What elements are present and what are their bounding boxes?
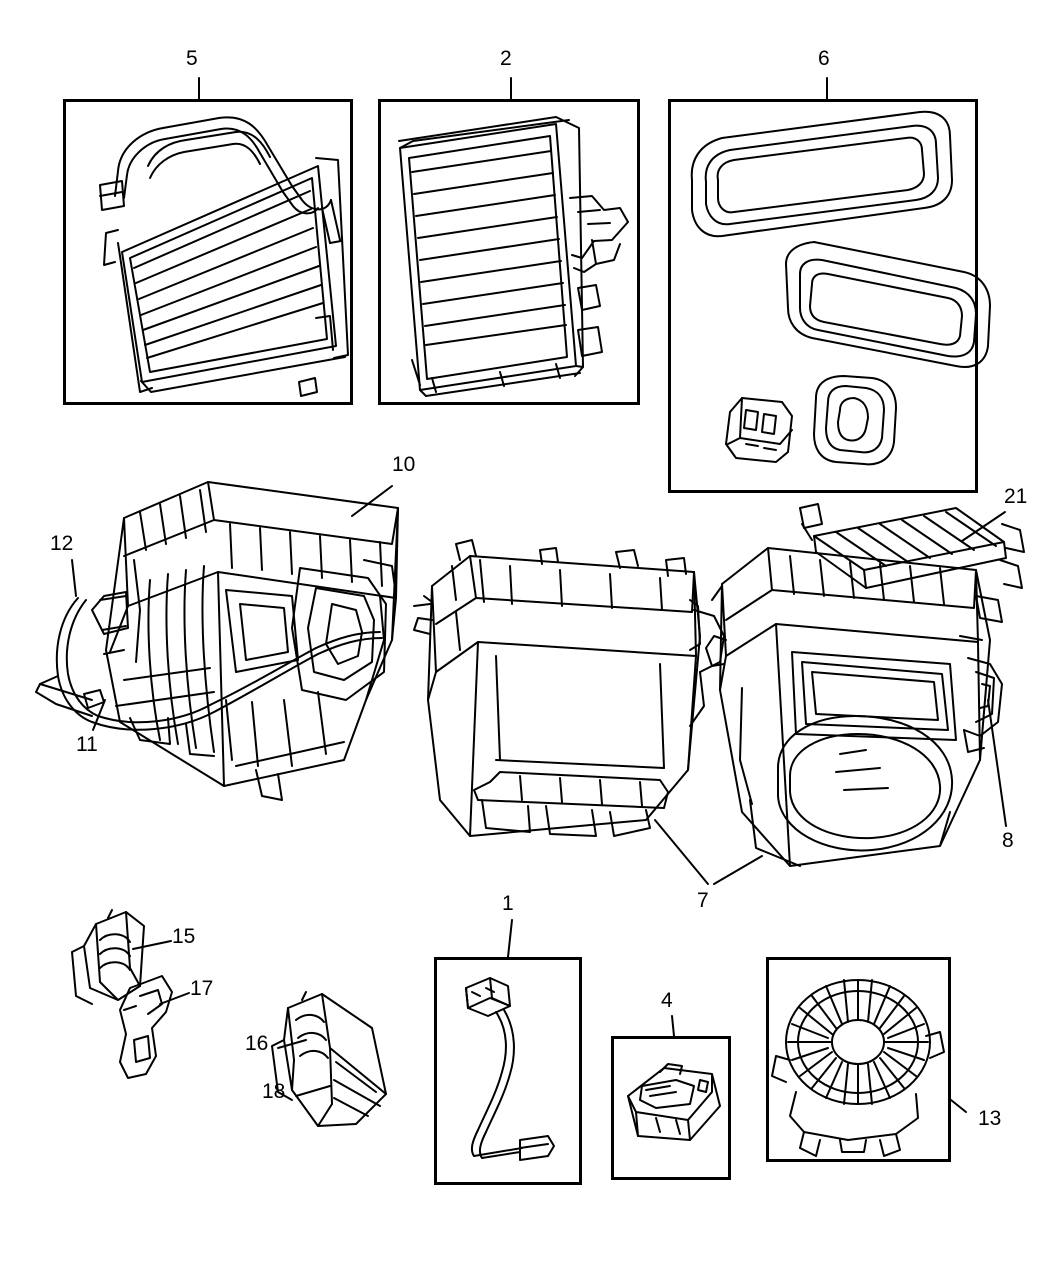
panel-temperature-sensor (434, 957, 582, 1185)
callout-5: 5 (186, 47, 198, 70)
panel-blower-resistor (611, 1036, 731, 1180)
callout-11: 11 (76, 733, 98, 756)
callout-15: 15 (172, 925, 196, 948)
part-mode-door (72, 910, 144, 1004)
part-cabin-air-filter (800, 504, 1024, 622)
part-distribution-housing (92, 482, 398, 800)
leader-7a (655, 820, 708, 884)
panel-blower-motor-wheel (766, 957, 951, 1162)
callout-18: 18 (262, 1080, 286, 1103)
callout-8: 8 (1002, 829, 1014, 852)
leader-15 (133, 941, 171, 949)
callout-6: 6 (818, 47, 830, 70)
leader-16 (278, 1040, 306, 1048)
panel-seals-grommets (668, 99, 978, 493)
callout-17: 17 (190, 977, 214, 1000)
part-blend-door (272, 992, 386, 1126)
callout-16: 16 (245, 1032, 269, 1055)
callout-21: 21 (1004, 485, 1028, 508)
part-wiring-harness (36, 598, 382, 730)
part-hvac-housing-right (706, 548, 1002, 866)
leader-8 (988, 700, 1006, 826)
leader-21 (962, 512, 1005, 541)
callout-13: 13 (978, 1107, 1002, 1130)
callout-2: 2 (500, 47, 512, 70)
leader-12 (72, 560, 76, 596)
part-hvac-housing-left (414, 540, 724, 836)
leader-4 (672, 1016, 674, 1036)
callout-10: 10 (392, 453, 416, 476)
panel-heater-core (63, 99, 353, 405)
callout-4: 4 (661, 989, 673, 1012)
callout-7: 7 (697, 889, 709, 912)
leader-10 (352, 486, 392, 516)
leader-7b (714, 856, 762, 884)
leader-13 (951, 1100, 966, 1112)
part-door-actuator-link (120, 976, 172, 1078)
leader-17 (160, 993, 189, 1004)
callout-1: 1 (502, 892, 514, 915)
callout-12: 12 (50, 532, 74, 555)
leader-11 (93, 700, 105, 730)
panel-evaporator-core (378, 99, 640, 405)
leader-18 (296, 1086, 330, 1096)
leader-1 (508, 920, 512, 957)
